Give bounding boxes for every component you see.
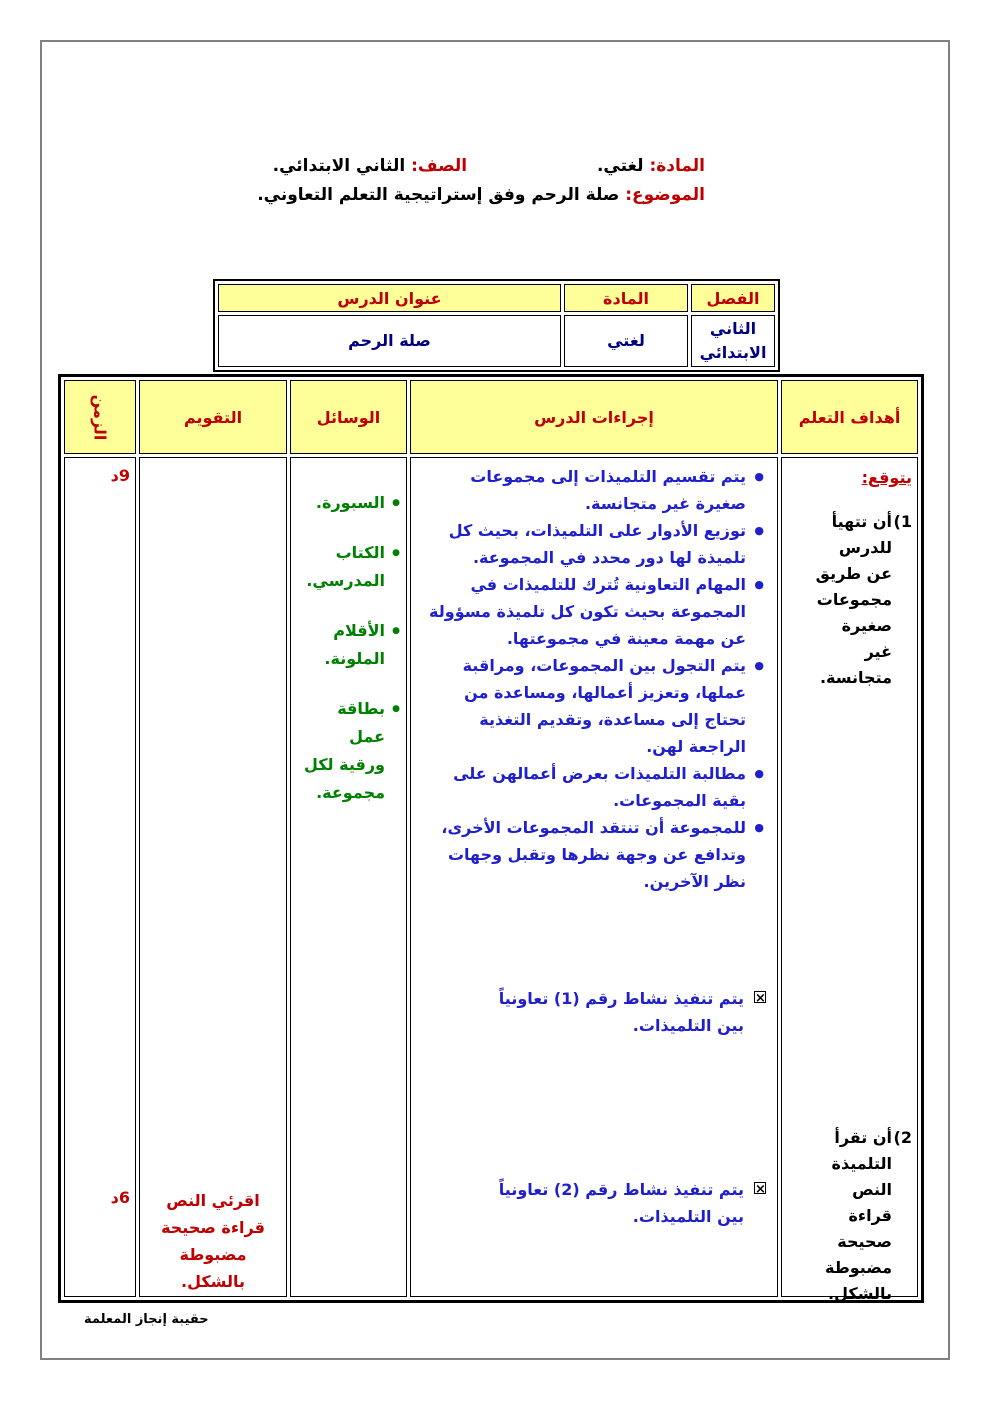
header-procedures: إجراءات الدرس bbox=[410, 380, 778, 454]
info-header-semester: الفصل bbox=[691, 284, 775, 312]
header-evaluation: التقويم bbox=[139, 380, 287, 454]
goal-text: أن تتهيأ للدرس عن طريق مجموعات صغيرة غير متجانسة. bbox=[815, 512, 892, 687]
time-value: 6د bbox=[110, 1188, 130, 1207]
header-goals: أهداف التعلم bbox=[781, 380, 918, 454]
lesson-plan-table bbox=[58, 374, 924, 1303]
subject-value: لغتي. bbox=[596, 156, 644, 176]
header-line-2 bbox=[257, 181, 705, 210]
procedure-item: ● المهام التعاونية تُترك للتلميذات في المجموعة بحيث تكون كل تلميذة مسؤولة عن مهمة معينة في مجموعتها. bbox=[418, 571, 746, 652]
info-lesson-title-value: صلة الرحم bbox=[218, 315, 561, 367]
procedure-item: ● مطالبة التلميذات بعرض أعمالهن على بقية المجموعات. bbox=[418, 760, 746, 814]
tools-cell bbox=[290, 457, 407, 1297]
tool-item: ● الأقلام الملونة. bbox=[298, 617, 385, 673]
info-subject-value: لغتي bbox=[564, 315, 688, 367]
tool-item: ● بطاقة عمل ورقية لكل مجموعة. bbox=[298, 695, 385, 807]
grade-value: الثاني الابتدائي. bbox=[272, 156, 406, 176]
goal-number: 2) bbox=[893, 1128, 912, 1147]
time-cell bbox=[64, 457, 136, 1297]
header-line-1 bbox=[257, 152, 705, 181]
lesson-plan-body-row bbox=[64, 457, 918, 1297]
goals-expect-label: يتوقع: bbox=[861, 468, 912, 487]
tools-list bbox=[292, 489, 405, 807]
evaluation-cell bbox=[139, 457, 287, 1297]
activity-item bbox=[474, 985, 776, 1039]
procedure-item: ● يتم تقسيم التلميذات إلى مجموعات صغيرة غير متجانسة. bbox=[418, 463, 746, 517]
checkbox-icon bbox=[754, 991, 766, 1003]
header-tools: الوسائل bbox=[290, 380, 407, 454]
goal-item bbox=[783, 509, 916, 691]
procedure-item: ● يتم التجول بين المجموعات، ومراقبة عملها، وتعزيز أعمالها، ومساعدة من تحتاج إلى مساعدة، وتقديم التغذية الراجعة لهن. bbox=[418, 652, 746, 760]
activity-text: يتم تنفيذ نشاط رقم (2) تعاونياً بين التلميذات. bbox=[498, 1180, 744, 1226]
lesson-plan-header-row bbox=[64, 380, 918, 454]
checkbox-icon bbox=[754, 1182, 766, 1194]
procedure-item: ● للمجموعة أن تنتقد المجموعات الأخرى، وتدافع عن وجهة نظرها وتقبل وجهات نظر الآخرين. bbox=[418, 814, 746, 895]
topic-value: صلة الرحم وفق إستراتيجية التعلم التعاوني. bbox=[257, 185, 620, 205]
topic-label: الموضوع: bbox=[625, 185, 705, 205]
goal-text: أن تقرأ التلميذة النص قراءة صحيحة مضبوطة بالشكل. bbox=[824, 1128, 892, 1303]
procedures-list bbox=[412, 463, 768, 895]
activity-item bbox=[474, 1176, 776, 1230]
info-header-subject: المادة bbox=[564, 284, 688, 312]
time-value: 9د bbox=[110, 466, 130, 485]
lesson-info-table bbox=[213, 279, 780, 372]
grade-label: الصف: bbox=[411, 156, 468, 176]
goal-number: 1) bbox=[893, 512, 912, 531]
evaluation-text: اقرئي النص قراءة صحيحة مضبوطة بالشكل. bbox=[161, 1191, 265, 1291]
goals-cell bbox=[781, 457, 918, 1303]
info-semester-value: الثاني الابتدائي bbox=[691, 315, 775, 367]
tool-item: ● الكتاب المدرسي. bbox=[298, 539, 385, 595]
activity-text: يتم تنفيذ نشاط رقم (1) تعاونياً بين التلميذات. bbox=[498, 989, 744, 1035]
subject-label: المادة: bbox=[649, 156, 705, 176]
info-header-lesson-title: عنوان الدرس bbox=[218, 284, 561, 312]
tool-item: ● السبورة. bbox=[298, 489, 385, 517]
lesson-header bbox=[257, 152, 705, 210]
header-time-cell bbox=[64, 380, 136, 454]
procedures-cell bbox=[410, 457, 778, 1297]
procedure-item: ● توزيع الأدوار على التلميذات، بحيث كل تلميذة لها دور محدد في المجموعة. bbox=[418, 517, 746, 571]
header-time: الزمن bbox=[90, 394, 110, 440]
footer-label: حقيبة إنجاز المعلمة bbox=[84, 1312, 209, 1327]
goal-item bbox=[812, 1125, 916, 1307]
